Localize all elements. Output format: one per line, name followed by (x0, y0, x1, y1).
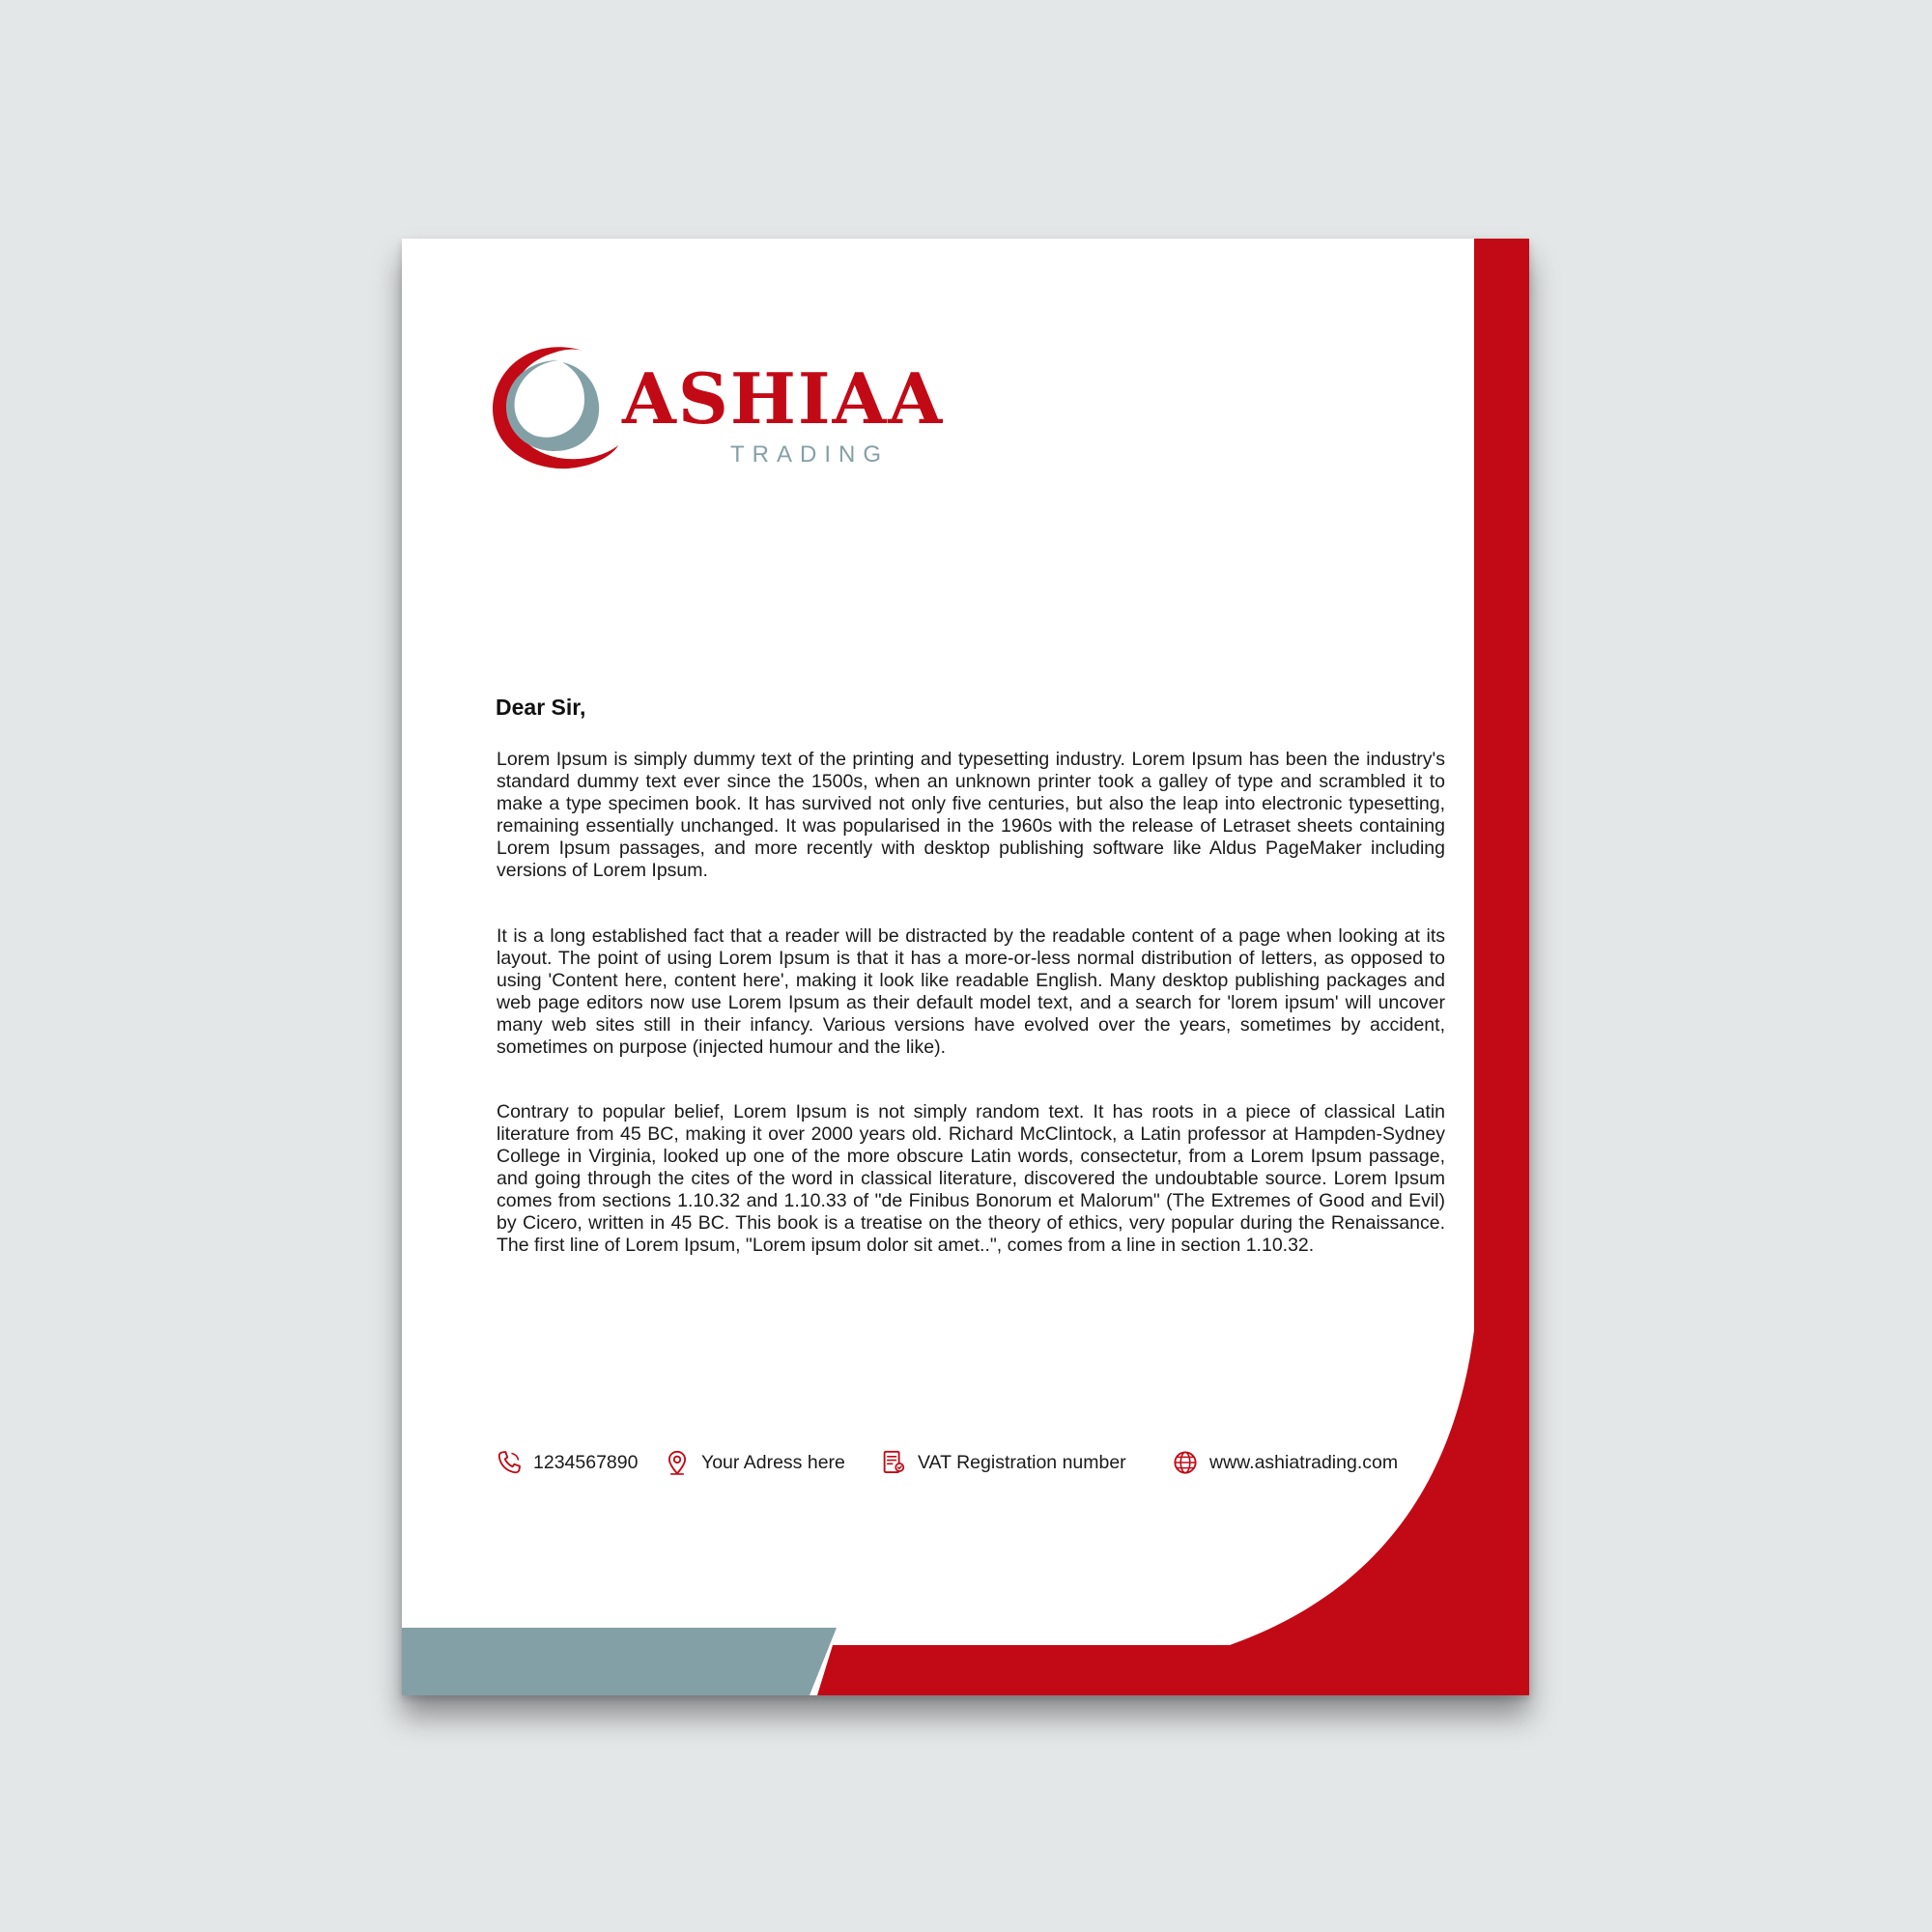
website-link[interactable]: www.ashiatrading.com (1209, 1451, 1399, 1473)
globe-icon (1171, 1448, 1200, 1477)
letter-paragraph-3: Contrary to popular belief, Lorem Ipsum is not simply random text. It has roots in a piece of classical Latin literature from 45 BC, making it over 2000 years old. Richard McClintock, a Latin professor at Hampden-Sydney College in Virginia, looked up one of the more obscure Latin words, consectetur, from a Lorem Ipsum passage, and going through the cites of the word in classical literature, discovered the undoubtable source. Lorem Ipsum comes from sections 1.10.32 and 1.10.33 of "de Finibus Bonorum et Malorum" (The Extremes of Good and Evil) by Cicero, written in 45 BC. This book is a treatise on the theory of ethics, very popular during the Renaissance. The first line of Lorem Ipsum, "Lorem ipsum dolor sit amet..", comes from a line in section 1.10.32. (497, 1101, 1445, 1256)
company-logo (491, 339, 945, 474)
contact-phone[interactable] (495, 1443, 638, 1482)
location-pin-icon (663, 1448, 692, 1477)
grey-footer-band (402, 1628, 837, 1695)
contact-vat[interactable] (879, 1443, 1126, 1482)
letter-salutation: Dear Sir, (496, 695, 586, 720)
contact-bar (495, 1443, 1461, 1482)
phone-number: 1234567890 (533, 1451, 639, 1473)
letter-paragraph-1: Lorem Ipsum is simply dummy text of the printing and typesetting industry. Lorem Ipsum has been the industry's standard dummy text ever since the 1500s, when an unknown printer took a galley of type and scrambled it to make a type specimen book. It has survived not only five centuries, but also the leap into electronic typesetting, remaining essentially unchanged. It was popularised in the 1960s with the release of Letraset sheets containing Lorem Ipsum passages, and more recently with desktop publishing software like Aldus PageMaker including versions of Lorem Ipsum. (497, 749, 1445, 881)
contact-website[interactable] (1171, 1443, 1398, 1482)
swoosh-logo-icon (491, 339, 618, 474)
contact-address[interactable] (663, 1443, 845, 1482)
letter-paragraph-2: It is a long established fact that a reader will be distracted by the readable content of a page when looking at its layout. The point of using Lorem Ipsum is that it has a more-or-less normal distribution of letters, as opposed to using 'Content here, content here', making it look like readable English. Many desktop publishing packages and web page editors now use Lorem Ipsum as their default model text, and a search for 'lorem ipsum' will uncover many web sites still in their infancy. Various versions have evolved over the years, sometimes by accident, sometimes on purpose (injected humour and the like). (497, 925, 1445, 1058)
company-tagline: TRADING (730, 441, 889, 468)
phone-icon (495, 1448, 524, 1477)
document-icon (879, 1448, 908, 1477)
address-text: Your Adress here (701, 1451, 845, 1473)
letterhead-page (402, 239, 1529, 1695)
vat-text: VAT Registration number (918, 1451, 1126, 1473)
company-name: ASHIAA (622, 357, 945, 440)
